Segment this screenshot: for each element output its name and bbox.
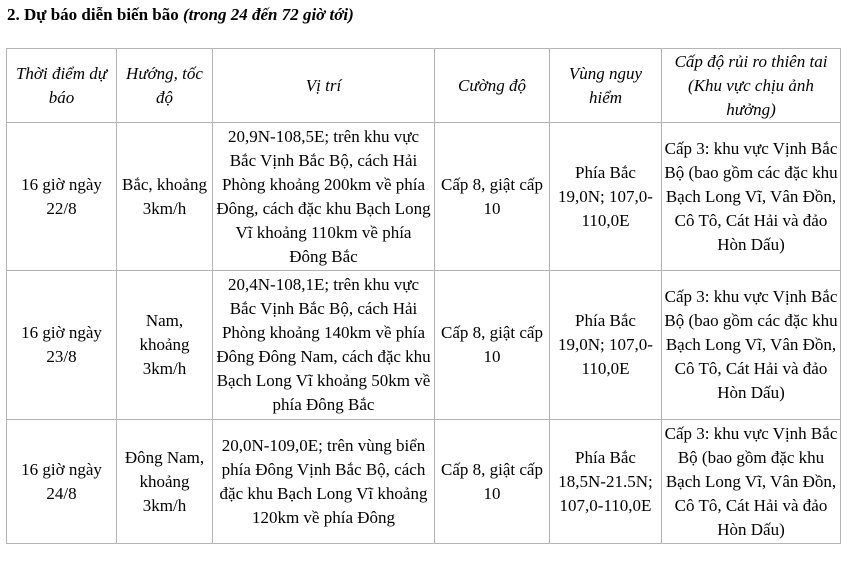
cell-risk: Cấp 3: khu vực Vịnh Bắc Bộ (bao gồm các đặc khu Bạch Long Vĩ, Vân Đồn, Cô Tô, Cát Hải và đảo Hòn Dấu) bbox=[662, 271, 841, 420]
section-heading bbox=[7, 5, 354, 25]
cell-danger-zone: Phía Bắc 19,0N; 107,0-110,0E bbox=[550, 123, 662, 271]
cell-position: 20,4N-108,1E; trên khu vực Bắc Vịnh Bắc Bộ, cách Hải Phòng khoảng 140km về phía Đông Đông Nam, cách đặc khu Bạch Long Vĩ khoảng 50km về phía Đông Bắc bbox=[213, 271, 435, 420]
header-risk-level: Cấp độ rủi ro thiên tai (Khu vực chịu ảnh hưởng) bbox=[662, 49, 841, 123]
cell-risk: Cấp 3: khu vực Vịnh Bắc Bộ (bao gồm đặc khu Bạch Long Vĩ, Vân Đồn, Cô Tô, Cát Hải và đảo Hòn Dấu) bbox=[662, 420, 841, 544]
storm-forecast-table bbox=[6, 48, 841, 544]
cell-position: 20,9N-108,5E; trên khu vực Bắc Vịnh Bắc Bộ, cách Hải Phòng khoảng 200km về phía Đông, cách đặc khu Bạch Long Vĩ khoảng 110km về phía Đông Bắc bbox=[213, 123, 435, 271]
cell-danger-zone: Phía Bắc 19,0N; 107,0-110,0E bbox=[550, 271, 662, 420]
header-direction-speed: Hướng, tốc độ bbox=[117, 49, 213, 123]
cell-direction: Đông Nam, khoảng 3km/h bbox=[117, 420, 213, 544]
cell-direction: Bắc, khoảng 3km/h bbox=[117, 123, 213, 271]
table-header-row bbox=[7, 49, 841, 123]
header-danger-zone: Vùng nguy hiểm bbox=[550, 49, 662, 123]
table-row bbox=[7, 420, 841, 544]
header-forecast-time: Thời điểm dự báo bbox=[7, 49, 117, 123]
cell-intensity: Cấp 8, giật cấp 10 bbox=[435, 271, 550, 420]
cell-danger-zone: Phía Bắc 18,5N-21.5N; 107,0-110,0E bbox=[550, 420, 662, 544]
cell-time: 16 giờ ngày 23/8 bbox=[7, 271, 117, 420]
cell-intensity: Cấp 8, giật cấp 10 bbox=[435, 420, 550, 544]
table-row bbox=[7, 271, 841, 420]
header-position: Vị trí bbox=[213, 49, 435, 123]
section-heading-sub: (trong 24 đến 72 giờ tới) bbox=[183, 5, 354, 24]
cell-position: 20,0N-109,0E; trên vùng biển phía Đông Vịnh Bắc Bộ, cách đặc khu Bạch Long Vĩ khoảng 120km về phía Đông bbox=[213, 420, 435, 544]
table-row bbox=[7, 123, 841, 271]
cell-direction: Nam, khoảng 3km/h bbox=[117, 271, 213, 420]
cell-intensity: Cấp 8, giật cấp 10 bbox=[435, 123, 550, 271]
section-heading-main: 2. Dự báo diễn biến bão bbox=[7, 5, 183, 24]
cell-time: 16 giờ ngày 22/8 bbox=[7, 123, 117, 271]
header-intensity: Cường độ bbox=[435, 49, 550, 123]
cell-risk: Cấp 3: khu vực Vịnh Bắc Bộ (bao gồm các đặc khu Bạch Long Vĩ, Vân Đồn, Cô Tô, Cát Hải và đảo Hòn Dấu) bbox=[662, 123, 841, 271]
cell-time: 16 giờ ngày 24/8 bbox=[7, 420, 117, 544]
